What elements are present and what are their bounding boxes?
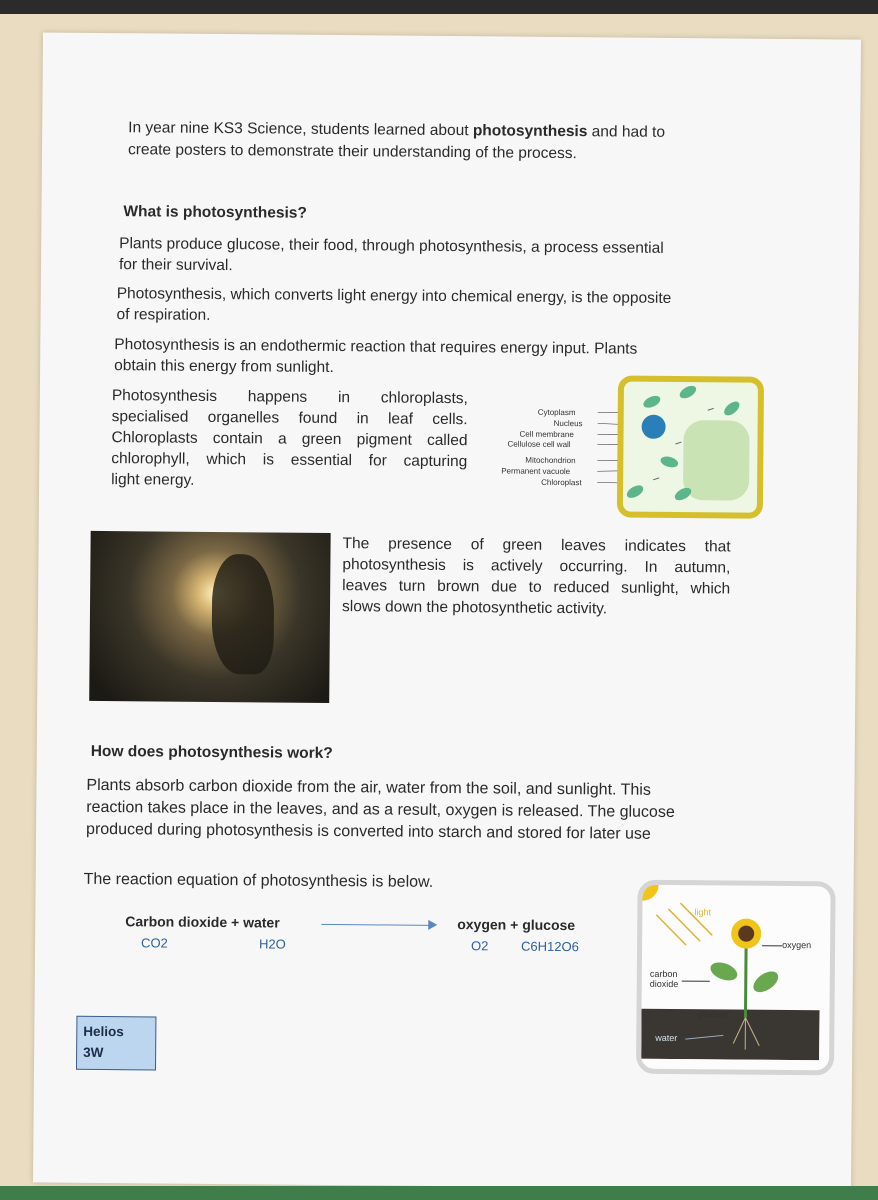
equation-arrow [321,924,431,926]
para-endothermic-line-1: Photosynthesis is an endothermic reaction that requires energy input. Plants [114,336,638,358]
leaves-text-line-3: leaves turn brown due to reduced sunlight, which [342,577,731,598]
equation-products-words: oxygen + glucose [457,916,576,934]
plant-label-carbon: carbon [649,968,678,980]
para-glucose-line-1: Plants produce glucose, their food, through photosynthesis, a process essential [119,235,664,257]
formula-h2o: H2O [259,936,286,952]
para-endothermic-line-2: obtain this energy from sunlight. [114,357,334,377]
plant-label-dioxide: dioxide [649,978,679,990]
cell-label-cell-wall: Cellulose cell wall [507,439,571,450]
para-glucose-line-2: for their survival. [118,256,233,275]
cell-label-chloroplast: Chloroplast [541,477,582,488]
nucleus-shape [642,415,666,439]
how-text-line-2: reaction takes place in the leaves, and as a result, oxygen is released. The glucose [86,798,675,821]
how-text-line-1: Plants absorb carbon dioxide from the air, water from the soil, and sunlight. This [86,776,651,799]
plant-label-light: light [694,907,711,918]
plant-photosynthesis-diagram [636,880,836,1076]
para-chloroplast-line-2: specialised organelles found in leaf cells. [111,408,468,429]
plant-label-oxygen: oxygen [782,939,812,951]
equation-arrowhead [428,920,437,930]
intro-text-c: and had to [587,123,666,141]
plant-label-glucose: glucose [697,1009,729,1020]
sun-shape [641,885,659,901]
para-chloroplast-line-4: chlorophyll, which is essential for capturing [111,450,468,471]
desk-bottom-edge [0,1186,878,1200]
leaves-text-line-4: slows down the photosynthetic activity. [341,598,608,618]
cell-label-vacuole: Permanent vacuole [501,466,571,477]
cell-label-cytoplasm: Cytoplasm [537,407,576,418]
para-energy-line-1: Photosynthesis, which converts light energy into chemical energy, is the opposite [116,285,672,307]
cell-label-mitochondrion: Mitochondrion [525,455,576,466]
cell-label-membrane: Cell membrane [519,429,574,440]
leaves-text-line-1: The presence of green leaves indicates that [342,535,731,556]
heading-what-is-photosynthesis: What is photosynthesis? [123,203,307,222]
leaves-text-line-2: photosynthesis is actively occurring. In autumn, [342,556,731,577]
flower-center [738,926,754,942]
student-name: Helios [83,1023,124,1040]
cell-label-nucleus: Nucleus [553,418,583,429]
intro-keyword: photosynthesis [472,122,588,141]
equation-intro: The reaction equation of photosynthesis is below. [83,870,434,891]
para-chloroplast-line-5: light energy. [111,471,195,489]
para-chloroplast-line-3: Chloroplasts contain a green pigment called [111,429,468,450]
formula-o2: O2 [471,938,489,954]
stem-shape [745,944,746,1018]
desk-top-edge [0,0,878,14]
intro-text-a: In year nine KS3 Science, students learned about [128,119,473,140]
poster-page [33,32,861,1189]
equation-reactants-words: Carbon dioxide + water [125,913,280,931]
how-text-line-3: produced during photosynthesis is converted into starch and stored for later use [86,820,651,843]
plant-cell [617,375,764,518]
para-chloroplast-line-1: Photosynthesis happens in chloroplasts, [111,387,468,408]
vacuole-shape [683,420,750,501]
formula-glucose: C6H12O6 [521,938,579,955]
intro-line-2: create posters to demonstrate their understanding of the process. [127,141,577,163]
autumn-leaf-photo [89,531,330,703]
plant-label-water: water [655,1032,678,1044]
student-class: 3W [83,1044,104,1061]
formula-co2: CO2 [141,935,168,951]
para-energy-line-2: of respiration. [116,306,211,324]
heading-how-does-it-work: How does photosynthesis work? [90,742,333,763]
student-name-tag [76,1016,156,1071]
leaf-silhouette [211,554,274,675]
